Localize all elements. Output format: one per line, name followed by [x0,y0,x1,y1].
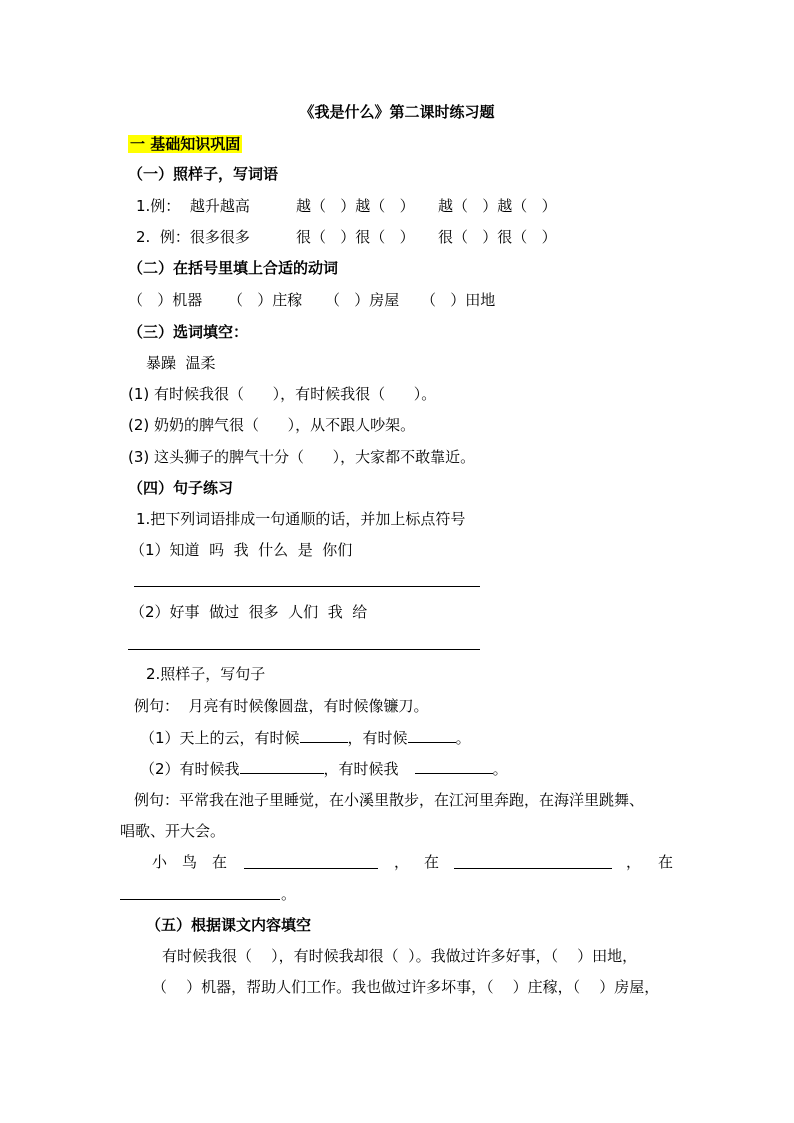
part2-item-2: （ ）庄稼 [228,291,303,309]
bird-word-2: 鸟 [182,853,198,871]
part1-blank-1b: 越（ ）越（ ） [438,197,557,215]
part4-example-2-line-1: 例句：平常我在池子里睡觉，在小溪里散步，在江河里奔跑，在海洋里跳舞、 [134,791,645,809]
part5-heading: （五）根据课文内容填空 [146,916,312,934]
part4-words-1: （1）知道 吗 我 什么 是 你们 [130,541,353,559]
sentence-text: （1）天上的云，有时候 [140,729,300,747]
part5-line-1: 有时候我很（ ），有时候我却很（ ）。我做过许多好事，（ ）田地， [162,947,638,965]
blank-line [240,758,324,774]
bird-end: 。 [281,885,297,903]
sentence-text: 。 [492,760,508,778]
blank-line [415,758,493,774]
blank-line [454,868,612,869]
blank-line [120,899,280,900]
part3-heading: （三）选词填空： [128,323,249,341]
part1-heading: （一）照样子，写词语 [128,165,279,183]
bird-comma-1: ， [394,853,410,871]
part2-item-1: （ ）机器 [128,291,203,309]
part5-line-2: （ ）机器，帮助人们工作。我也做过许多坏事，（ ）庄稼，（ ）房屋， [152,978,660,996]
sentence-text: ，有时候 [347,729,408,747]
part3-question-1: (1) 有时候我很（ ），有时候我很（ ）。 [128,385,437,403]
part1-blank-1a: 越（ ）越（ ） [296,197,415,215]
part2-heading: （二）在括号里填上合适的动词 [128,259,339,277]
part4-task-1: 1.把下列词语排成一句通顺的话，并加上标点符号 [136,510,466,528]
bird-word-5: 在 [658,853,674,871]
answer-line [128,649,480,650]
section-heading-basics [128,134,242,154]
part1-blank-2b: 很（ ）很（ ） [438,228,557,246]
blank-line [300,727,348,743]
answer-line [134,586,480,587]
part3-question-2: (2) 奶奶的脾气很（ ），从不跟人吵架。 [128,416,416,434]
part2-item-3: （ ）房屋 [325,291,400,309]
bird-comma-2: ， [626,853,642,871]
part1-example-2: 2. 例：很多很多 [136,228,250,246]
sentence-text: 。 [455,729,471,747]
blank-line [244,868,378,869]
part1-example-1: 1.例： 越升越高 [136,197,250,215]
part3-word-choices: 暴躁 温柔 [146,354,216,372]
bird-word-4: 在 [424,853,440,871]
sentence-text: ，有时候我 [323,760,399,778]
part4-sentence-2 [140,758,508,779]
bird-word-1: 小 [152,853,168,871]
part4-sentence-1 [140,727,471,748]
bird-word-3: 在 [212,853,228,871]
part4-heading: （四）句子练习 [128,479,234,497]
sentence-text: （2）有时候我 [140,760,240,778]
part3-question-3: (3) 这头狮子的脾气十分（ ），大家都不敢靠近。 [128,448,476,466]
part4-example-1: 例句： 月亮有时候像圆盘，有时候像镰刀。 [134,697,429,715]
highlighted-label: 一 基础知识巩固 [130,135,241,153]
part4-task-2: 2.照样子，写句子 [146,665,266,683]
part1-blank-2a: 很（ ）很（ ） [296,228,415,246]
part4-example-2-line-2: 唱歌、开大会。 [120,822,226,840]
part2-item-4: （ ）田地 [421,291,496,309]
page-title: 《我是什么》第二课时练习题 [299,103,495,121]
part4-words-2: （2）好事 做过 很多 人们 我 给 [130,603,368,621]
blank-line [408,727,456,743]
